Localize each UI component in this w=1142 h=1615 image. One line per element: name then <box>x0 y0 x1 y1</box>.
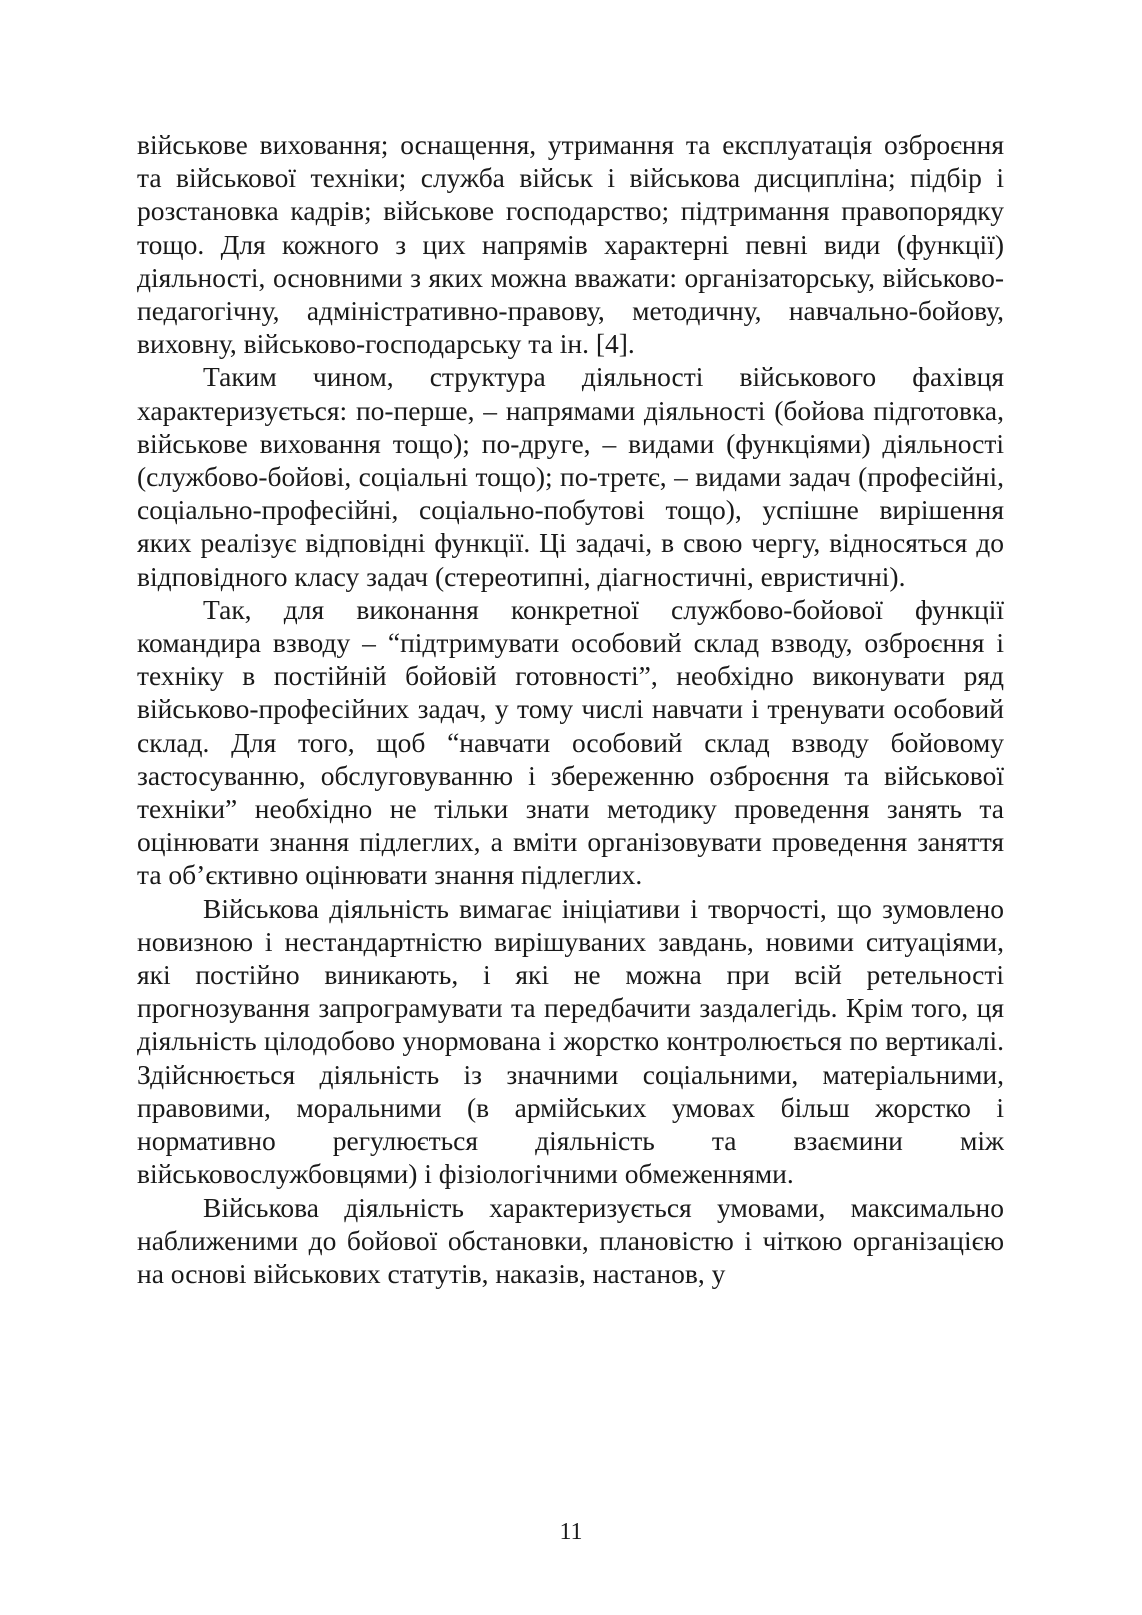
page-body-text <box>137 128 1004 1290</box>
paragraph-continued: військове виховання; оснащення, утримання та експлуатація озброєння та військової техніки; служба військ і військова дисципліна; підбір і розстановка кадрів; військове господарство; підтримання правопорядку тощо. Для кожного з цих напрямів характерні певні види (функції) діяльності, основними з яких можна вважати: організаторську, військово-педагогічну, адміністративно-правову, методичну, навчально-бойову, виховну, військово-господарську та ін. [4]. <box>137 129 1004 360</box>
page-number: 11 <box>559 1519 583 1545</box>
paragraph: Військова діяльність вимагає ініціативи і творчості, що зумовлено новизною і нестандартністю вирішуваних завдань, новими ситуаціями, які постійно виникають, і які не можна при всій ретельності прогнозування запрограмувати та передбачити заздалегідь. Крім того, ця діяльність цілодобово унормована і жорстко контролюється по вертикалі. Здійснюється діяльність із значними соціальними, матеріальними, правовими, моральними (в армійських умовах більш жорстко і нормативно регулюється діяльність та взаємини між військовослужбовцями) і фізіологічними обмеженнями. <box>137 892 1004 1190</box>
paragraph: Військова діяльність характеризується умовами, максимально наближеними до бойової обстановки, плановістю і чіткою організацією на основі військових статутів, наказів, настанов, у <box>137 1191 1004 1289</box>
paragraph: Таким чином, структура діяльності військового фахівця характеризується: по-перше, – напрямами діяльності (бойова підготовка, військове виховання тощо); по-друге, – видами (функціями) діяльності (службово-бойові, соціальні тощо); по-третє, – видами задач (професійні, соціально-професійні, соціально-побутові тощо), успішне вирішення яких реалізує відповідні функції. Ці задачі, в свою чергу, відносяться до відповідного класу задач (стереотипні, діагностичні, евристичні). <box>137 361 1004 592</box>
paragraph: Так, для виконання конкретної службово-бойової функції командира взводу – “підтримувати особовий склад взводу, озброєння і техніку в постійній бойовій готовності”, необхідно виконувати ряд військово-професійних задач, у тому числі навчати і тренувати особовий склад. Для того, щоб “навчати особовий склад взводу бойовому застосуванню, обслуговуванню і збереженню озброєння та військової техніки” необхідно не тільки знати методику проведення занять та оцінювати знання підлеглих, а вміти організовувати проведення заняття та об’єктивно оцінювати знання підлеглих. <box>137 593 1004 891</box>
